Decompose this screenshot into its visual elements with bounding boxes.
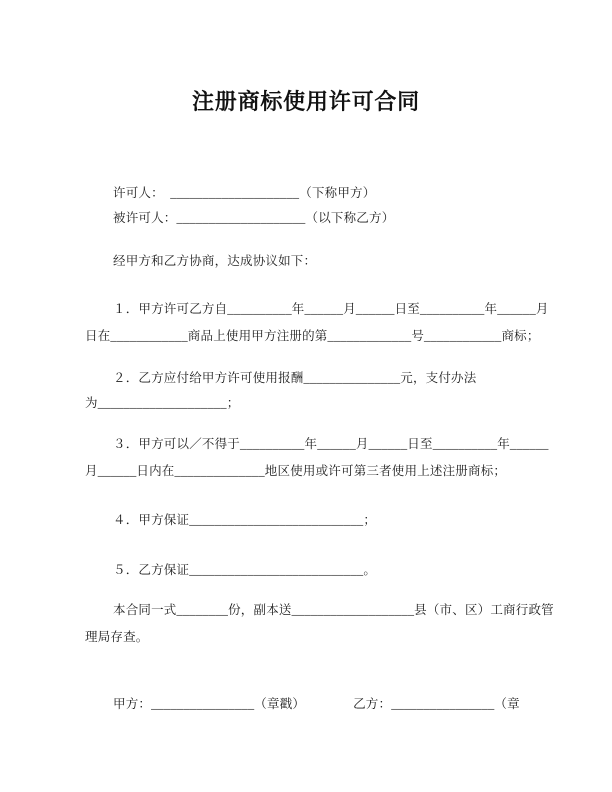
clause-2-line-2: 为____________________；: [85, 396, 240, 410]
document-title: 注册商标使用许可合同: [191, 88, 420, 114]
clause-2-line-1: ２．乙方应付给甲方许可使用报酬_______________元，支付办法: [113, 371, 477, 385]
licensor-line: 许可人： ____________________（下称甲方）: [113, 186, 376, 200]
closing-line-2: 理局存查。: [85, 630, 149, 644]
closing-line-1: 本合同一式________份，副本送___________________县（市、区）工商行政管: [113, 603, 554, 617]
clause-5-line: ５．乙方保证___________________________。: [113, 563, 377, 577]
clause-4-line: ４．甲方保证___________________________；: [113, 513, 377, 527]
preamble-line: 经甲方和乙方协商，达成协议如下：: [113, 254, 317, 268]
clause-3-line-1: ３．甲方可以／不得于__________年______月______日至__________年______: [113, 437, 549, 451]
clause-3-line-2: 月______日内在______________地区使用或许可第三者使用上述注册商标；: [85, 464, 507, 478]
signature-party-a: 甲方：________________（章戳）: [113, 697, 306, 711]
clause-1-line-2: 日在____________商品上使用甲方注册的第_____________号____________商标；: [85, 329, 540, 343]
clause-1-line-1: １．甲方许可乙方自__________年______月______日至__________年______月: [113, 302, 549, 316]
signature-party-b: 乙方：________________（章: [353, 697, 520, 711]
signature-line: [85, 696, 520, 712]
licensee-line: 被许可人：____________________（以下称乙方）: [113, 211, 395, 225]
